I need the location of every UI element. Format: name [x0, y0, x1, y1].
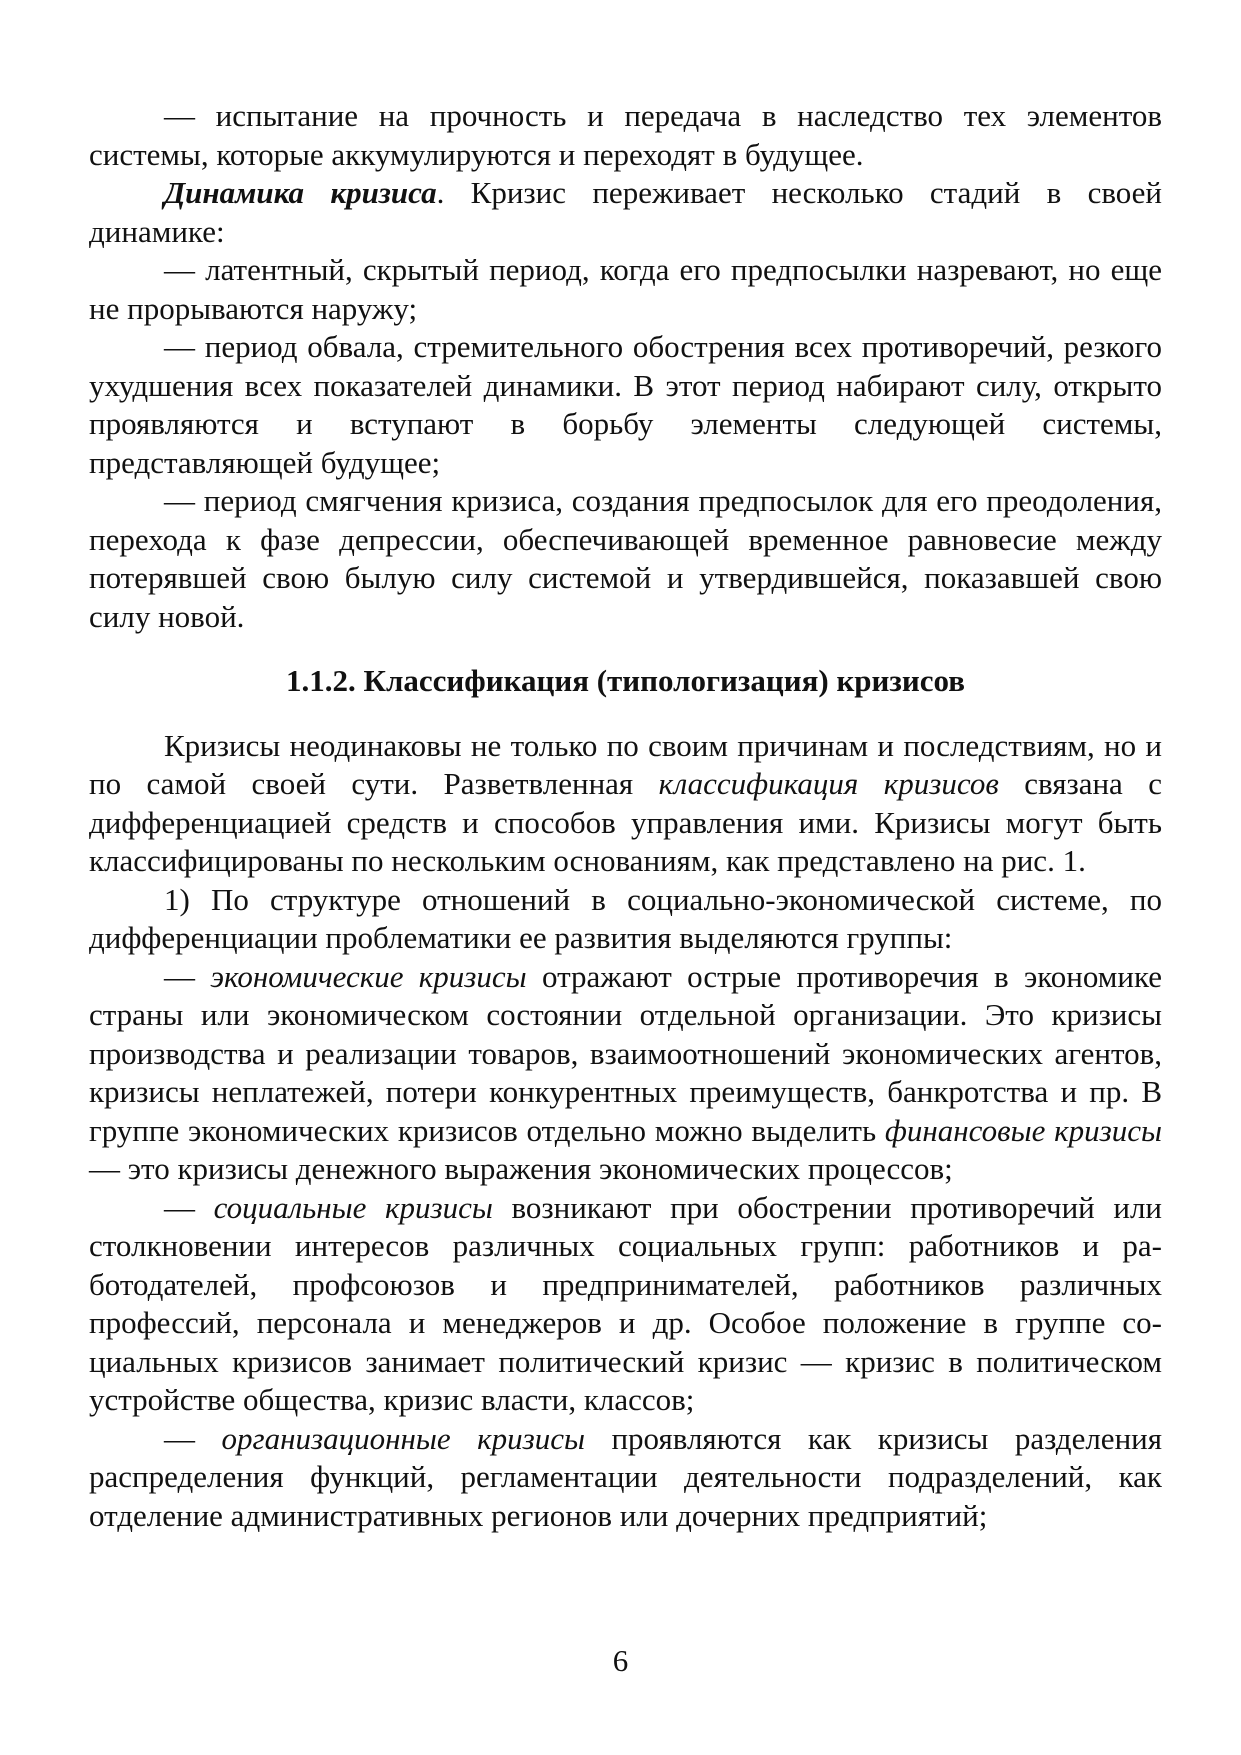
paragraph-softening-period: — период смягчения кризиса, создания предпосылок для его преодоления, перехода к фазе депрессии, обеспечивающей временное равновесие между потерявшей свою былую силу системой и утвердившейся, показавшей свою силу новой. [89, 483, 1162, 634]
paragraph-test-of-strength: — испытание на прочность и передача в наследство тех элементов системы, которые аккумулируются и переходят в будущее. [89, 98, 1162, 172]
term-social-crises: социальные кризисы [213, 1189, 493, 1225]
page-body [89, 97, 1162, 1535]
text-segment: возникают при обострении противоречий или столкновении интересов различных социальных групп: работников и работодателей, профсоюзов и предпринимателей, работников различных профессий, персонала и менеджеров и др. Особое положение в группе социальных кризисов занимает политический кризис — кризис в политическом устройстве общества, кризис власти, классов; [89, 1189, 1163, 1417]
term-crisis-classification: классификация кризисов [658, 766, 999, 801]
paragraph-social-crises [89, 1189, 1162, 1420]
text-segment: Кризисы неодинаковы не только по своим причинам и последствиям, но и по самой своей сути. Разветвленная [89, 727, 1162, 801]
paragraph-crisis-dynamics-text: . Кризис переживает несколько стадий в своей динамике: [89, 175, 1162, 249]
text-segment: отражают острые противоречия в экономике страны или экономическом состоянии отдельной организации. Это кризисы производства и реализации товаров, взаимоотношений экономических агентов, кризисы неплатежей, потери конкурентных преимуществ, банкротства и пр. В группе экономических кризисов отдельно можно выделить [89, 958, 1163, 1148]
page-number: 6 [612, 1643, 629, 1678]
paragraph-classification-intro [89, 727, 1162, 881]
text-segment: — это кризисы денежного выражения экономических процессов; [89, 1151, 953, 1186]
paragraph-economic-crises [89, 958, 1162, 1189]
section-title: 1.1.2. Классификация (типологизация) кризисов [286, 663, 965, 698]
dash: — [164, 958, 211, 994]
term-economic-crises: экономические кризисы [210, 958, 527, 994]
paragraph-organizational-crises [89, 1420, 1162, 1536]
text-segment: связана с дифференциацией средств и способов управления ими. Кризисы могут быть классифицированы по нескольким основаниям, как представлено на рис. 1. [89, 766, 1162, 878]
dash: — [164, 1420, 222, 1456]
text-segment: проявляются как кризисы разделения распределения функций, регламентации деятельности подразделений, как отделение административных регионов или дочерних предприятий; [89, 1420, 1163, 1533]
paragraph-collapse-period: — период обвала, стремительного обострения всех противоречий, резкого ухудшения всех показателей динамики. В этот период набирают силу, открыто проявляются и вступают в борьбу элементы следующей системы, представляющей будущее; [89, 329, 1162, 480]
paragraph-relations-structure: 1) По структуре отношений в социально-экономической системе, по дифференциации проблематики ее развития выделяются группы: [89, 881, 1162, 955]
paragraph-crisis-dynamics [89, 174, 1162, 251]
term-organizational-crises: организационные кризисы [221, 1420, 585, 1456]
paragraph-latent-period: — латентный, скрытый период, когда его предпосылки назревают, но еще не прорываются наружу; [89, 252, 1162, 326]
dash: — [164, 1189, 214, 1225]
term-financial-crises: финансовые кризисы [884, 1112, 1162, 1148]
term-crisis-dynamics: Динамика кризиса [164, 175, 437, 210]
